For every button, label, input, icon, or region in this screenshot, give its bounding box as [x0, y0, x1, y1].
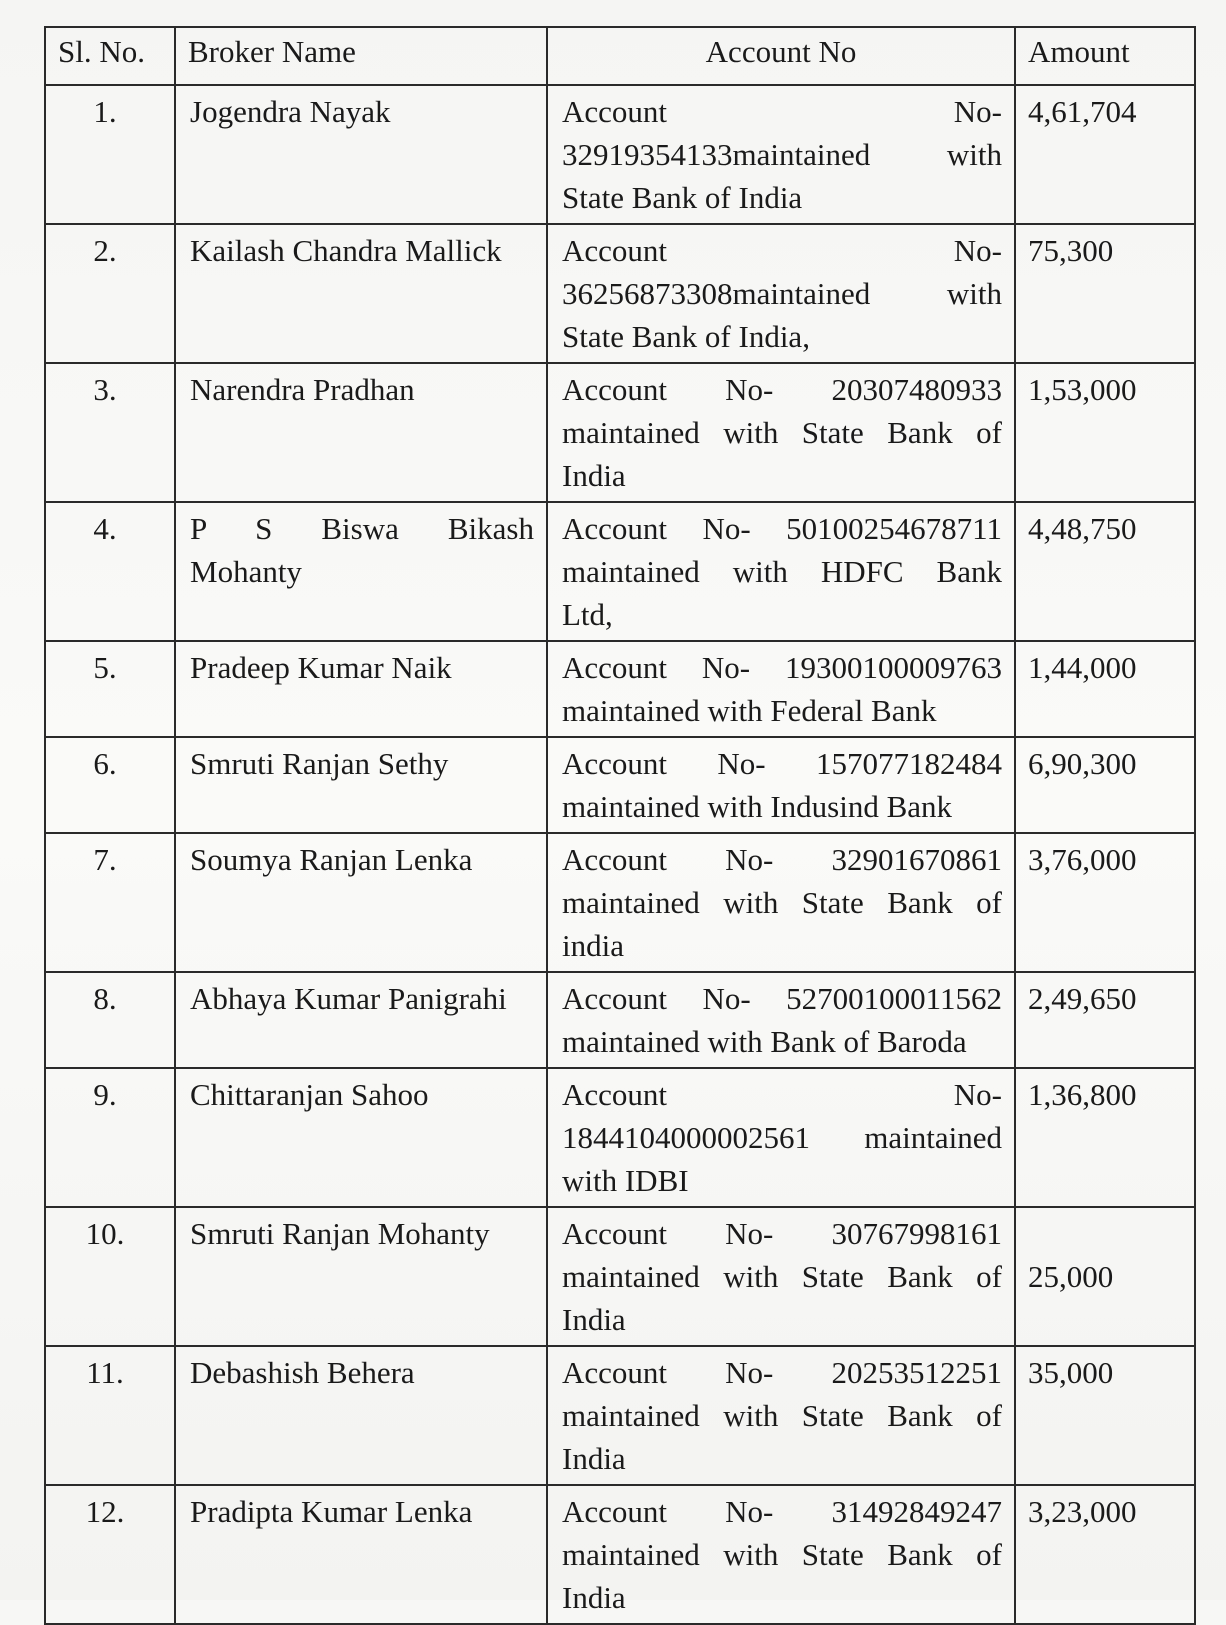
broker-name-cell: Soumya Ranjan Lenka [175, 833, 547, 972]
account-cell [547, 224, 1015, 363]
account-line: maintained with State Bank of [562, 885, 1002, 920]
account-cell [547, 1068, 1015, 1207]
account-line: Account No- [562, 233, 1002, 268]
header-broker-name: Broker Name [175, 27, 547, 85]
header-amount: Amount [1015, 27, 1195, 85]
broker-name-cell: Chittaranjan Sahoo [175, 1068, 547, 1207]
amount-cell: 2,49,650 [1015, 972, 1195, 1068]
account-line: maintained with Indusind Bank [562, 789, 953, 824]
broker-name-cell: Abhaya Kumar Panigrahi [175, 972, 547, 1068]
sl-no-cell: 3. [45, 363, 175, 502]
amount-cell: 3,76,000 [1015, 833, 1195, 972]
table-row [45, 85, 1195, 224]
account-cell [547, 833, 1015, 972]
amount-cell: 75,300 [1015, 224, 1195, 363]
account-line: maintained with Bank of Baroda [562, 1024, 967, 1059]
sl-no-cell: 9. [45, 1068, 175, 1207]
table-row [45, 363, 1195, 502]
table-row [45, 224, 1195, 363]
amount-cell: 35,000 [1015, 1346, 1195, 1485]
broker-name-line: P S Biswa Bikash [190, 511, 534, 546]
account-line: India [562, 1302, 626, 1337]
table-row [45, 1068, 1195, 1207]
account-line: Account No- 20307480933 [562, 372, 1002, 407]
account-line: maintained with Federal Bank [562, 693, 937, 728]
account-cell [547, 1485, 1015, 1624]
broker-name-line: Mohanty [190, 554, 302, 589]
table-header-row [45, 27, 1195, 85]
account-line: Account No- [562, 94, 1002, 129]
table-row [45, 1346, 1195, 1485]
table-row [45, 1207, 1195, 1346]
broker-name-cell: Pradipta Kumar Lenka [175, 1485, 547, 1624]
amount-cell: 1,53,000 [1015, 363, 1195, 502]
account-line: Account No- 19300100009763 [562, 650, 1002, 685]
account-line: Account No- 30767998161 [562, 1216, 1002, 1251]
sl-no-cell: 4. [45, 502, 175, 641]
sl-no-cell: 11. [45, 1346, 175, 1485]
sl-no-cell: 1. [45, 85, 175, 224]
account-line: maintained with HDFC Bank [562, 554, 1002, 589]
account-line: maintained with State Bank of [562, 1259, 1002, 1294]
account-line: Account No- 31492849247 [562, 1494, 1002, 1529]
account-line: Account No- 52700100011562 [562, 981, 1002, 1016]
account-line: Account No- [562, 1077, 1002, 1112]
broker-name-cell: Smruti Ranjan Mohanty [175, 1207, 547, 1346]
account-line: India [562, 1441, 626, 1476]
table-row [45, 1485, 1195, 1624]
amount-cell: 3,23,000 [1015, 1485, 1195, 1624]
account-cell [547, 85, 1015, 224]
sl-no-cell: 7. [45, 833, 175, 972]
broker-name-cell [175, 502, 547, 641]
account-line: with IDBI [562, 1163, 689, 1198]
amount-cell: 4,48,750 [1015, 502, 1195, 641]
header-sl-no: Sl. No. [45, 27, 175, 85]
amount-cell: 4,61,704 [1015, 85, 1195, 224]
account-line: maintained with State Bank of [562, 415, 1002, 450]
broker-name-cell: Jogendra Nayak [175, 85, 547, 224]
amount-cell: 1,36,800 [1015, 1068, 1195, 1207]
account-line: State Bank of India, [562, 319, 810, 354]
table-row [45, 833, 1195, 972]
account-cell [547, 972, 1015, 1068]
account-line: State Bank of India [562, 180, 803, 215]
sl-no-cell: 12. [45, 1485, 175, 1624]
account-cell [547, 641, 1015, 737]
account-line: india [562, 928, 624, 963]
account-line: Account No- 157077182484 [562, 746, 1002, 781]
amount-cell: 25,000 [1015, 1207, 1195, 1346]
broker-name-cell: Kailash Chandra Mallick [175, 224, 547, 363]
account-line: Account No- 20253512251 [562, 1355, 1002, 1390]
table-row [45, 502, 1195, 641]
account-cell [547, 502, 1015, 641]
broker-name-cell: Smruti Ranjan Sethy [175, 737, 547, 833]
sl-no-cell: 10. [45, 1207, 175, 1346]
account-line: maintained with State Bank of [562, 1537, 1002, 1572]
account-cell [547, 737, 1015, 833]
amount-cell: 1,44,000 [1015, 641, 1195, 737]
broker-name-cell: Debashish Behera [175, 1346, 547, 1485]
account-line: India [562, 458, 626, 493]
sl-no-cell: 6. [45, 737, 175, 833]
account-line: maintained with State Bank of [562, 1398, 1002, 1433]
broker-name-cell: Pradeep Kumar Naik [175, 641, 547, 737]
account-line: Account No- 50100254678711 [562, 511, 1002, 546]
sl-no-cell: 8. [45, 972, 175, 1068]
account-line: Account No- 32901670861 [562, 842, 1002, 877]
account-cell [547, 1346, 1015, 1485]
table-row [45, 972, 1195, 1068]
amount-cell: 6,90,300 [1015, 737, 1195, 833]
broker-accounts-table [44, 26, 1196, 1625]
sl-no-cell: 2. [45, 224, 175, 363]
broker-name-cell: Narendra Pradhan [175, 363, 547, 502]
account-line: India [562, 1580, 626, 1615]
table-row [45, 737, 1195, 833]
account-cell [547, 1207, 1015, 1346]
account-line: 32919354133maintained with [562, 137, 1002, 172]
account-line: Ltd, [562, 597, 613, 632]
account-line: 1844104000002561 maintained [562, 1120, 1002, 1155]
table-row [45, 641, 1195, 737]
header-account-no: Account No [547, 27, 1015, 85]
account-line: 36256873308maintained with [562, 276, 1002, 311]
account-cell [547, 363, 1015, 502]
sl-no-cell: 5. [45, 641, 175, 737]
